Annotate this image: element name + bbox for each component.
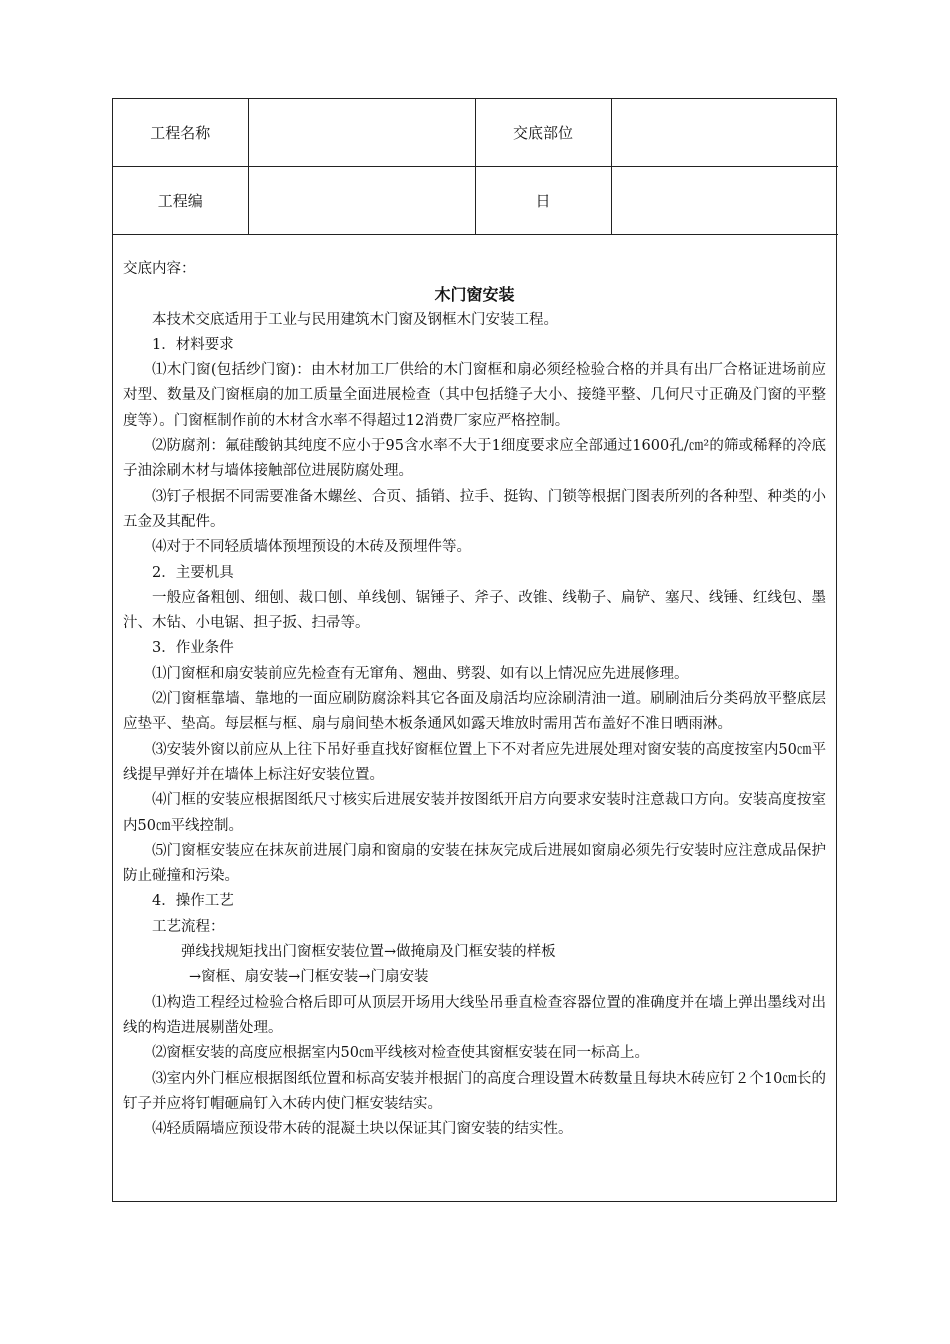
paragraph: ⑵门窗框靠墙、靠地的一面应刷防腐涂料其它各面及扇活均应涂刷清油一道。刷刷油后分类码放平整底层应垫平、垫高。每层框与框、扇与扇间垫木板条通风如露天堆放时需用苫布盖好不准日晒雨淋。 xyxy=(123,691,826,733)
paragraph: 一般应备粗刨、细刨、裁口刨、单线刨、锯锤子、斧子、改锥、线勒子、扁铲、塞尺、线锤、红线包、墨汁、木钻、小电锯、担子扳、扫帚等。 xyxy=(123,589,826,632)
disclosure-part-label: 交底部位 xyxy=(475,99,611,167)
disclosure-part-value xyxy=(611,99,838,167)
content-label: 交底内容： xyxy=(123,261,196,277)
paragraph: 工艺流程： xyxy=(152,918,225,935)
header-row xyxy=(113,167,838,235)
section-heading: 2．主要机具 xyxy=(152,564,234,581)
date-label: 日 xyxy=(475,167,611,235)
document-title: 木门窗安装 xyxy=(434,285,515,305)
paragraph: ⑴门窗框和扇安装前应先检查有无窜角、翘曲、劈裂、如有以上情况应先进展修理。 xyxy=(152,665,689,682)
project-number-label: 工程编 xyxy=(113,167,248,235)
paragraph: 本技术交底适用于工业与民用建筑木门窗及钢框木门安装工程。 xyxy=(152,311,558,328)
project-number-value xyxy=(248,167,475,235)
paragraph: ⑶室内外门框应根据图纸位置和标高安装并根据门的高度合理设置木砖数量且每块木砖应钉２个10㎝长的钉子并应将钉帽砸扁钉入木砖内使门框安装结实。 xyxy=(123,1070,826,1112)
date-value xyxy=(611,167,838,235)
paragraph: ⑴木门窗(包括纱门窗)：由木材加工厂供给的木门窗框和扇必须经检验合格的并具有出厂合格证进场前应对型、数量及门窗框扇的加工质量全面进展检查（其中包括缝子大小、接缝平整、几何尺寸正确及门窗的平整度等）。门窗框制作前的木材含水率不得超过12消费厂家应严格控制。 xyxy=(123,362,826,429)
paragraph: ⑶安装外窗以前应从上往下吊好垂直找好窗框位置上下不对者应先进展处理对窗安装的高度按室内50㎝平线提早弹好并在墙体上标注好安装位置。 xyxy=(123,741,826,783)
paragraph: ⑵窗框安装的高度应根据室内50㎝平线核对检查使其窗框安装在同一标高上。 xyxy=(152,1045,649,1062)
process-flow-line: →窗框、扇安装→门框安装→门扇安装 xyxy=(189,969,429,986)
section-heading: 1．材料要求 xyxy=(152,336,234,353)
header-table xyxy=(113,99,838,235)
disclosure-form xyxy=(112,98,837,1202)
paragraph: ⑸门窗框安装应在抹灰前进展门扇和窗扇的安装在抹灰完成后进展如窗扇必须先行安装时应注意成品保护防止碰撞和污染。 xyxy=(123,842,826,885)
project-name-label: 工程名称 xyxy=(113,99,248,167)
section-heading: 4．操作工艺 xyxy=(152,893,234,910)
project-name-value xyxy=(248,99,475,167)
process-flow-line: 弹线找规矩找出门窗框安装位置→做掩扇及门框安装的样板 xyxy=(181,944,556,961)
paragraph: ⑷轻质隔墙应预设带木砖的混凝土块以保证其门窗安装的结实性。 xyxy=(152,1121,573,1138)
paragraph: ⑵防腐剂：氟硅酸钠其纯度不应小于95含水率不大于1细度要求应全部通过1600孔/㎝²的筛或稀释的冷底子油涂刷木材与墙体接触部位进展防腐处理。 xyxy=(123,438,826,480)
paragraph: ⑴构造工程经过检验合格后即可从顶层开场用大线坠吊垂直检查容器位置的准确度并在墙上弹出墨线对出线的构造进展剔凿处理。 xyxy=(123,994,826,1036)
paragraph: ⑶钉子根据不同需要准备木螺丝、合页、插销、拉手、挺钩、门锁等根据门图表所列的各种型、种类的小五金及其配件。 xyxy=(123,488,826,530)
section-heading: 3．作业条件 xyxy=(152,640,234,657)
disclosure-content xyxy=(113,235,836,1142)
paragraph: ⑷门框的安装应根据图纸尺寸核实后进展安装并按图纸开启方向要求安装时注意裁口方向。安装高度按室内50㎝平线控制。 xyxy=(123,792,826,834)
paragraph: ⑷对于不同轻质墙体预埋预设的木砖及预埋件等。 xyxy=(152,539,471,556)
header-row xyxy=(113,99,838,167)
